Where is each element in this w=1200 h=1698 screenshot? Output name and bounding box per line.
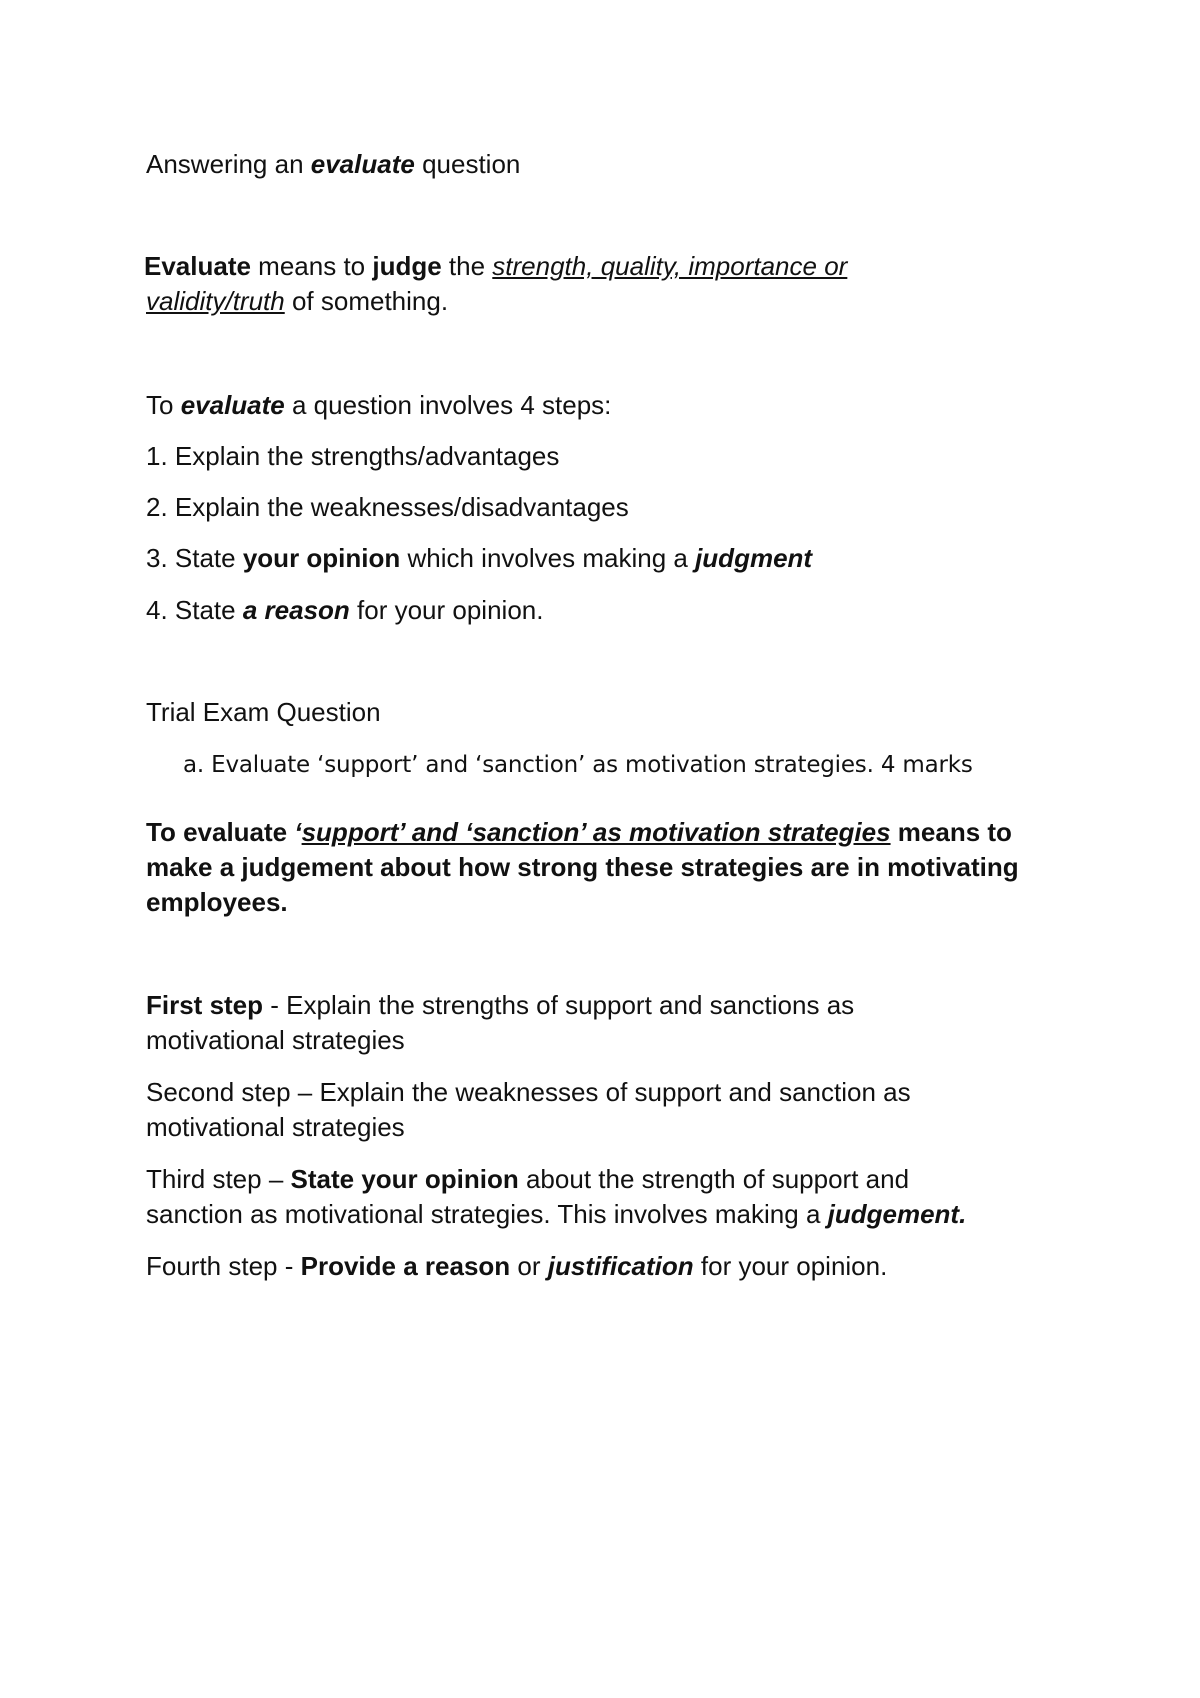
definition-criteria: strength, quality, importance or xyxy=(492,251,848,281)
step-4-pre: 4. State xyxy=(146,595,243,625)
definition-criteria-cont: validity/truth xyxy=(146,286,285,316)
explain-line-2: make a judgement about how strong these strategies are in motivating xyxy=(146,852,1019,882)
fourth-step-emphasis: justification xyxy=(547,1251,694,1281)
steps-intro-pre: To xyxy=(146,390,181,420)
step-3 xyxy=(146,541,812,575)
definition-evaluate: Evaluate xyxy=(144,251,251,281)
definition-judge: judge xyxy=(372,251,442,281)
second-step-line-1: Second step – Explain the weaknesses of support and sanction as xyxy=(146,1077,911,1107)
step-3-pre: 3. State xyxy=(146,543,243,573)
step-4 xyxy=(146,593,543,627)
step-4-post: for your opinion. xyxy=(349,595,544,625)
explain-topic: support’ and ‘sanction’ as motivation strategies xyxy=(301,817,891,847)
definition-means-to: means to xyxy=(250,251,373,281)
explain-pre: To xyxy=(146,817,184,847)
second-step-line-2: motivational strategies xyxy=(146,1112,405,1142)
step-4-emphasis: a reason xyxy=(242,595,350,625)
fourth-step-pre: Fourth step - xyxy=(146,1251,301,1281)
definition-line-2 xyxy=(146,284,448,318)
title-text: Answering an xyxy=(146,149,311,179)
title-emphasis: evaluate xyxy=(310,149,415,179)
fourth-step-bold: Provide a reason xyxy=(300,1251,511,1281)
explain-post: means to xyxy=(890,817,1012,847)
third-step-pre: Third step – xyxy=(146,1164,291,1194)
third-step-emphasis: judgement. xyxy=(827,1199,967,1229)
first-step-label: First step xyxy=(146,990,264,1020)
explain-line-1 xyxy=(146,815,1012,849)
trial-question: a. Evaluate ‘support’ and ‘sanction’ as motivation strategies. 4 marks xyxy=(183,752,973,778)
explain-quote: ‘ xyxy=(287,817,302,847)
first-step-line-1 xyxy=(146,988,854,1022)
definition-the: the xyxy=(441,251,493,281)
definition-line-1 xyxy=(144,249,847,283)
explain-evaluate: evaluate xyxy=(183,817,288,847)
step-3-mid: which involves making a xyxy=(400,543,696,573)
fourth-step-mid: or xyxy=(510,1251,548,1281)
step-2: 2. Explain the weaknesses/disadvantages xyxy=(146,492,629,522)
step-3-bold: your opinion xyxy=(242,543,401,573)
explain-line-3: employees. xyxy=(146,887,288,917)
step-3-emphasis: judgment xyxy=(695,543,813,573)
title-text-end: question xyxy=(414,149,521,179)
third-step-cont: sanction as motivational strategies. This involves making a xyxy=(146,1199,828,1229)
fourth-step-post: for your opinion. xyxy=(693,1251,888,1281)
third-step-line-1 xyxy=(146,1162,909,1196)
step-1: 1. Explain the strengths/advantages xyxy=(146,441,560,471)
fourth-step xyxy=(146,1249,887,1283)
third-step-line-2 xyxy=(146,1197,966,1231)
definition-end: of something. xyxy=(284,286,449,316)
steps-intro-post: a question involves 4 steps: xyxy=(284,390,612,420)
third-step-post: about the strength of support and xyxy=(518,1164,910,1194)
trial-heading: Trial Exam Question xyxy=(146,697,381,727)
first-step-text: - Explain the strengths of support and sanctions as xyxy=(263,990,855,1020)
third-step-bold: State your opinion xyxy=(290,1164,519,1194)
steps-intro-emphasis: evaluate xyxy=(180,390,285,420)
first-step-line-2: motivational strategies xyxy=(146,1025,405,1055)
page-title xyxy=(146,147,520,181)
steps-intro xyxy=(146,388,611,422)
